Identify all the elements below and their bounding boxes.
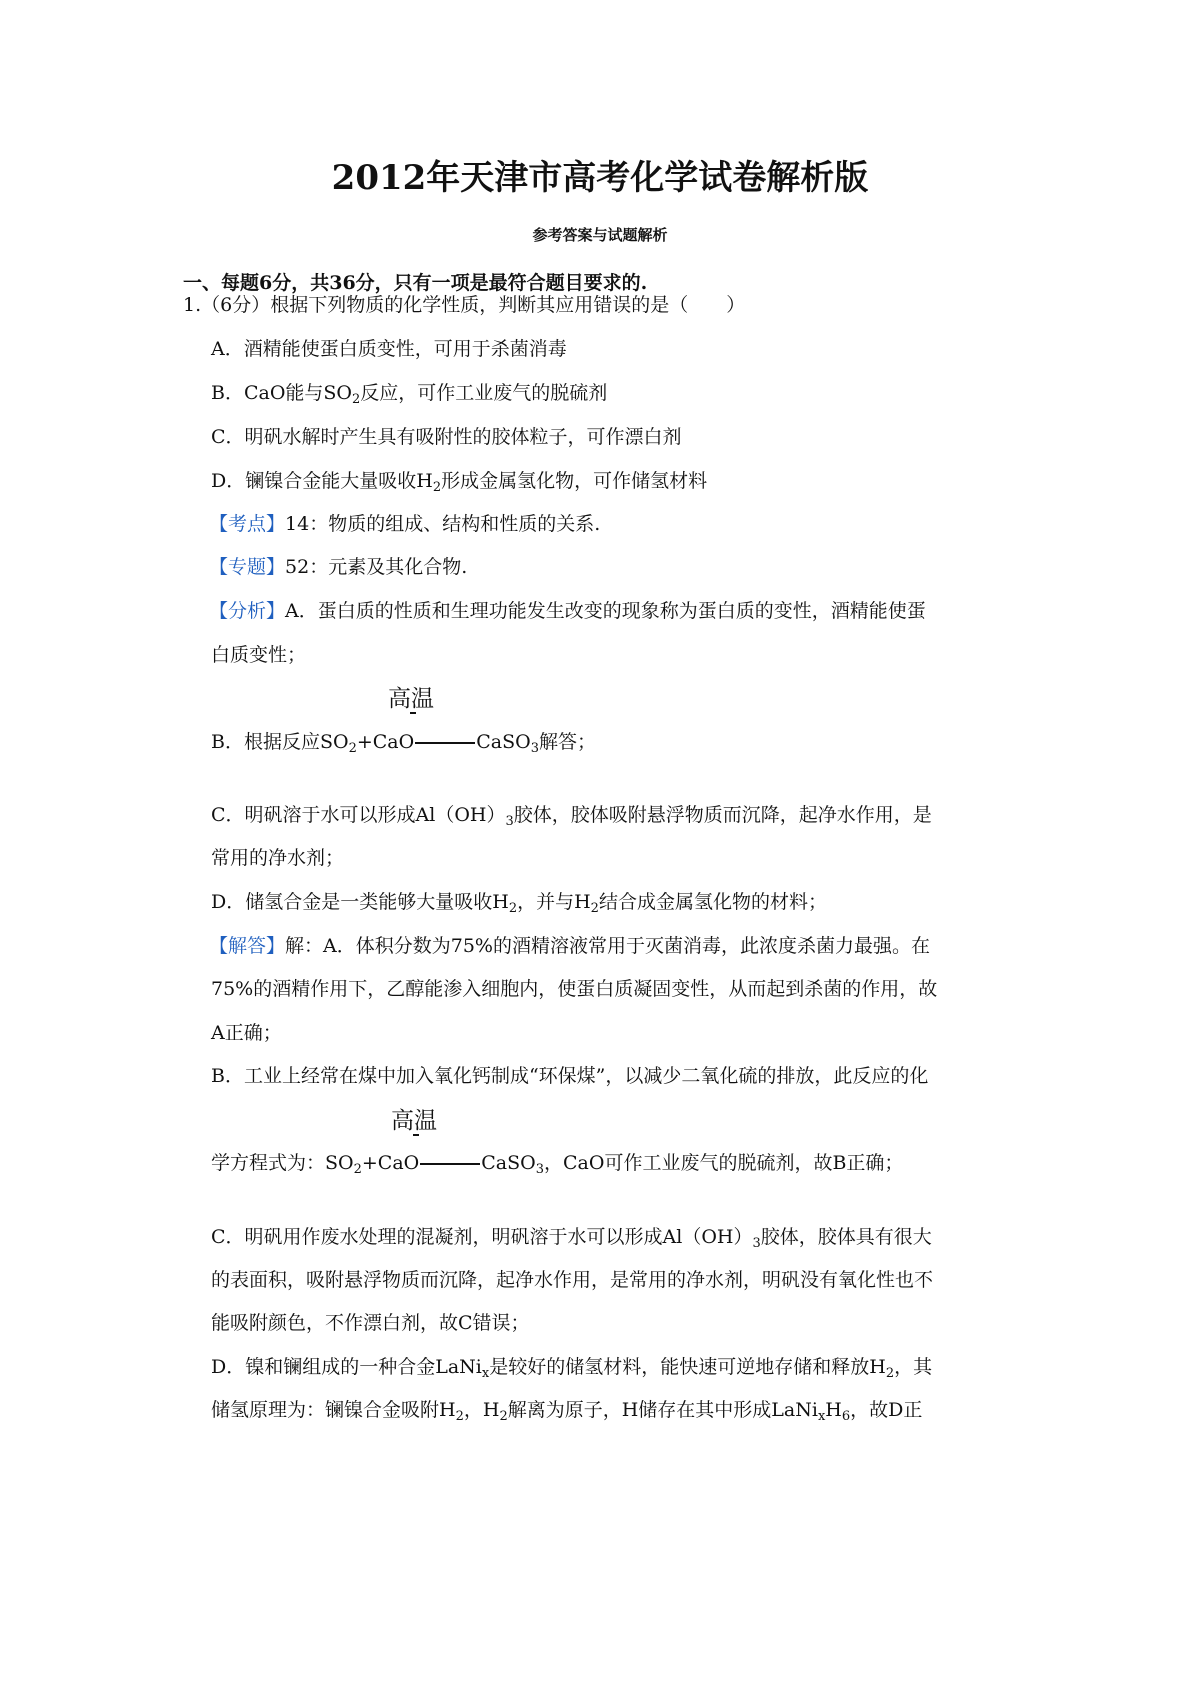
kaodian-tag: 【考点】 bbox=[209, 513, 286, 535]
reaction-arrow-2 bbox=[420, 1163, 480, 1165]
jieda-line-4: B．工业上经常在煤中加入氧化钙制成“环保煤”，以减少二氧化硫的排放，此反应的化 bbox=[211, 1065, 929, 1087]
zhuanti-line: 【专题】52：元素及其化合物. bbox=[209, 556, 468, 578]
jieda-line-d1: D．镍和镧组成的一种合金LaNi$_x$是较好的储氢材料，能快速可逆地存储和释放$H_2$，其 bbox=[211, 1356, 933, 1381]
section-heading: 一、每题6分，共36分，只有一项是最符合题目要求的. bbox=[183, 272, 648, 294]
fenxi-line-c1: C．明矾溶于水可以形成$Al(OH)_3$胶体，胶体吸附悬浮物质而沉降，起净水作用，是 bbox=[211, 804, 932, 829]
jieda-line-c1: C．明矾用作废水处理的混凝剂，明矾溶于水可以形成$Al(OH)_3$胶体，胶体具有很大 bbox=[211, 1226, 932, 1251]
fenxi-line-d: D．储氢合金是一类能够大量吸收$H_2$，并与$H_2$结合成金属氢化物的材料； bbox=[211, 891, 827, 916]
option-b: B．CaO能与$SO_2$反应，可作工业废气的脱硫剂 bbox=[211, 382, 608, 407]
fenxi-tag: 【分析】 bbox=[209, 600, 286, 622]
jieda-tag: 【解答】 bbox=[209, 935, 286, 957]
reaction-condition-1: 高温 bbox=[388, 686, 434, 712]
jieda-line-3: A正确； bbox=[211, 1022, 282, 1044]
jieda-line-c2: 的表面积，吸附悬浮物质而沉降，起净水作用，是常用的净水剂，明矾没有氧化性也不 bbox=[211, 1269, 934, 1291]
jieda-line-2: 75%的酒精作用下，乙醇能渗入细胞内，使蛋白质凝固变性，从而起到杀菌的作用，故 bbox=[211, 978, 938, 1000]
jieda-line-c3: 能吸附颜色，不作漂白剂，故C错误； bbox=[211, 1312, 530, 1334]
fenxi-line-1: 【分析】A．蛋白质的性质和生理功能发生改变的现象称为蛋白质的变性，酒精能使蛋 bbox=[209, 600, 926, 622]
condition-tick-1 bbox=[410, 712, 416, 714]
reaction-condition-2: 高温 bbox=[391, 1108, 437, 1134]
jieda-line-d2: 储氢原理为：镧镍合金吸附$H_2$，$H_2$解离为原子，H储存在其中形成$LaNi_xH_6$，故D正 bbox=[211, 1399, 923, 1424]
kaodian-line: 【考点】14：物质的组成、结构和性质的关系. bbox=[209, 513, 601, 535]
jieda-line-1: 【解答】解：A．体积分数为75%的酒精溶液常用于灭菌消毒，此浓度杀菌力最强。在 bbox=[209, 935, 930, 957]
fenxi-line-c2: 常用的净水剂； bbox=[211, 847, 345, 869]
jieda-line-b2: 学方程式为：$SO_2+CaO$ CaSO$_3$，CaO可作工业废气的脱硫剂，故B正确； bbox=[211, 1152, 904, 1177]
option-c: C．明矾水解时产生具有吸附性的胶体粒子，可作漂白剂 bbox=[211, 426, 682, 448]
option-a: A．酒精能使蛋白质变性，可用于杀菌消毒 bbox=[211, 338, 567, 360]
page-title: 2012年天津市高考化学试卷解析版 bbox=[331, 158, 869, 198]
zhuanti-tag: 【专题】 bbox=[209, 556, 286, 578]
page-subtitle: 参考答案与试题解析 bbox=[532, 226, 668, 244]
fenxi-line-b: B．根据反应$SO_2+CaO$ CaSO$_3$解答； bbox=[211, 731, 596, 756]
question-stem: 1.（6分）根据下列物质的化学性质，判断其应用错误的是（ ） bbox=[183, 294, 746, 316]
condition-tick-2 bbox=[413, 1134, 419, 1136]
fenxi-line-2: 白质变性； bbox=[211, 644, 307, 666]
option-d: D．镧镍合金能大量吸收$H_2$形成金属氢化物，可作储氢材料 bbox=[211, 470, 708, 495]
reaction-arrow-1 bbox=[415, 742, 475, 744]
